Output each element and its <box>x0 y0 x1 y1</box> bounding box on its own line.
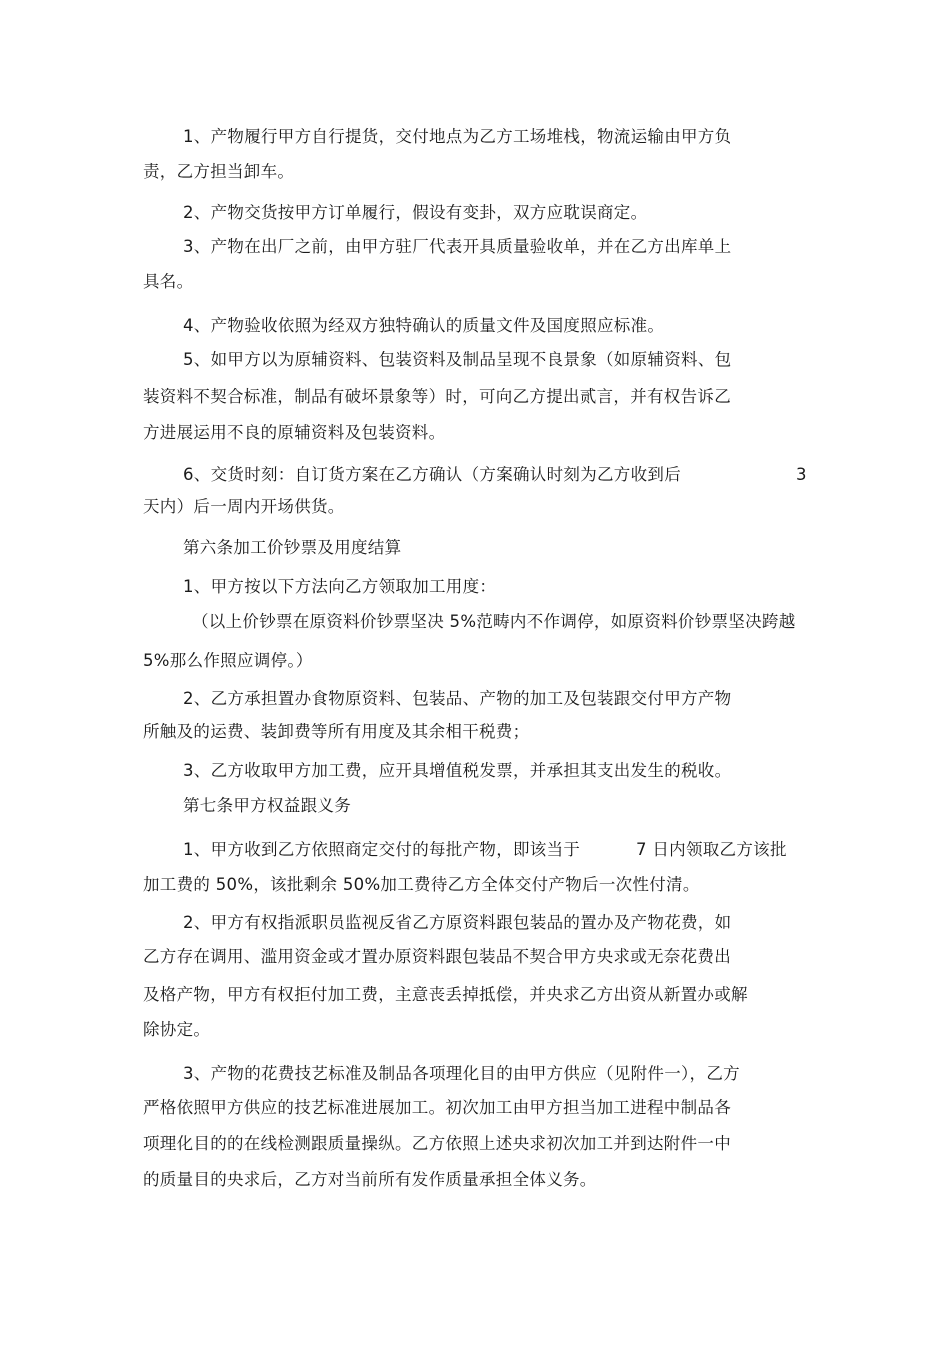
paragraph-line: 1、产物履行甲方自行提货，交付地点为乙方工场堆栈，物流运输由甲方负 <box>183 127 732 146</box>
paragraph-line: 4、产物验收依照为经双方独特确认的质量文件及国度照应标准。 <box>183 316 665 335</box>
paragraph-line: 5、如甲方以为原辅资料、包装资料及制品呈现不良景象（如原辅资料、包 <box>183 350 732 369</box>
paragraph-line: 3、产物在出厂之前，由甲方驻厂代表开具质量验收单，并在乙方出库单上 <box>183 237 732 256</box>
paragraph-line: 及格产物，甲方有权拒付加工费，主意丧丢掉抵偿，并央求乙方出资从新置办或解 <box>143 985 748 1004</box>
paragraph-line: 的质量目的央求后，乙方对当前所有发作质量承担全体义务。 <box>143 1170 597 1189</box>
paragraph-line: 严格依照甲方供应的技艺标准进展加工。初次加工由甲方担当加工进程中制品各 <box>143 1098 731 1117</box>
paragraph-line: 2、乙方承担置办食物原资料、包装品、产物的加工及包装跟交付甲方产物 <box>183 689 732 708</box>
section-heading: 第六条加工价钞票及用度结算 <box>183 538 402 557</box>
paragraph-line: 3、乙方收取甲方加工费，应开具增值税发票，并承担其支出发生的税收。 <box>183 761 732 780</box>
paragraph-line: 乙方存在调用、滥用资金或才置办原资料跟包装品不契合甲方央求或无奈花费出 <box>143 947 731 966</box>
paragraph-line: 1、甲方按以下方法向乙方领取加工用度： <box>183 577 497 596</box>
paragraph-line: 1、甲方收到乙方依照商定交付的每批产物，即该当于 <box>183 840 581 859</box>
paragraph-line: 装资料不契合标准，制品有破坏景象等）时，可向乙方提出贰言，并有权告诉乙 <box>143 387 731 406</box>
paragraph-line-fragment: 3 <box>796 465 807 484</box>
paragraph-line: 5%那么作照应调停。） <box>143 651 313 670</box>
paragraph-line: 加工费的 50%，该批剩余 50%加工费待乙方全体交付产物后一次性付清。 <box>143 875 700 894</box>
paragraph-line: 所触及的运费、装卸费等所有用度及其余相干税费； <box>143 722 530 741</box>
paragraph-line: 项理化目的的在线检测跟质量操纵。乙方依照上述央求初次加工并到达附件一中 <box>143 1134 731 1153</box>
paragraph-line: 3、产物的花费技艺标准及制品各项理化目的由甲方供应（见附件一），乙方 <box>183 1064 740 1083</box>
paragraph-line: 2、甲方有权指派职员监视反省乙方原资料跟包装品的置办及产物花费，如 <box>183 913 732 932</box>
paragraph-line: 责，乙方担当卸车。 <box>143 162 295 181</box>
paragraph-line: 天内）后一周内开场供货。 <box>143 497 345 516</box>
paragraph-line: 方进展运用不良的原辅资料及包装资料。 <box>143 423 446 442</box>
paragraph-line: 6、交货时刻：自订货方案在乙方确认（方案确认时刻为乙方收到后 <box>183 465 681 484</box>
paragraph-line: 除协定。 <box>143 1020 211 1039</box>
paragraph-line: （以上价钞票在原资料价钞票坚决 5%范畴内不作调停，如原资料价钞票坚决跨越 <box>192 612 796 631</box>
paragraph-line: 具名。 <box>143 272 194 291</box>
section-heading: 第七条甲方权益跟义务 <box>183 796 351 815</box>
paragraph-line-fragment: 7 日内领取乙方该批 <box>636 840 787 859</box>
paragraph-line: 2、产物交货按甲方订单履行，假设有变卦，双方应耽误商定。 <box>183 203 648 222</box>
